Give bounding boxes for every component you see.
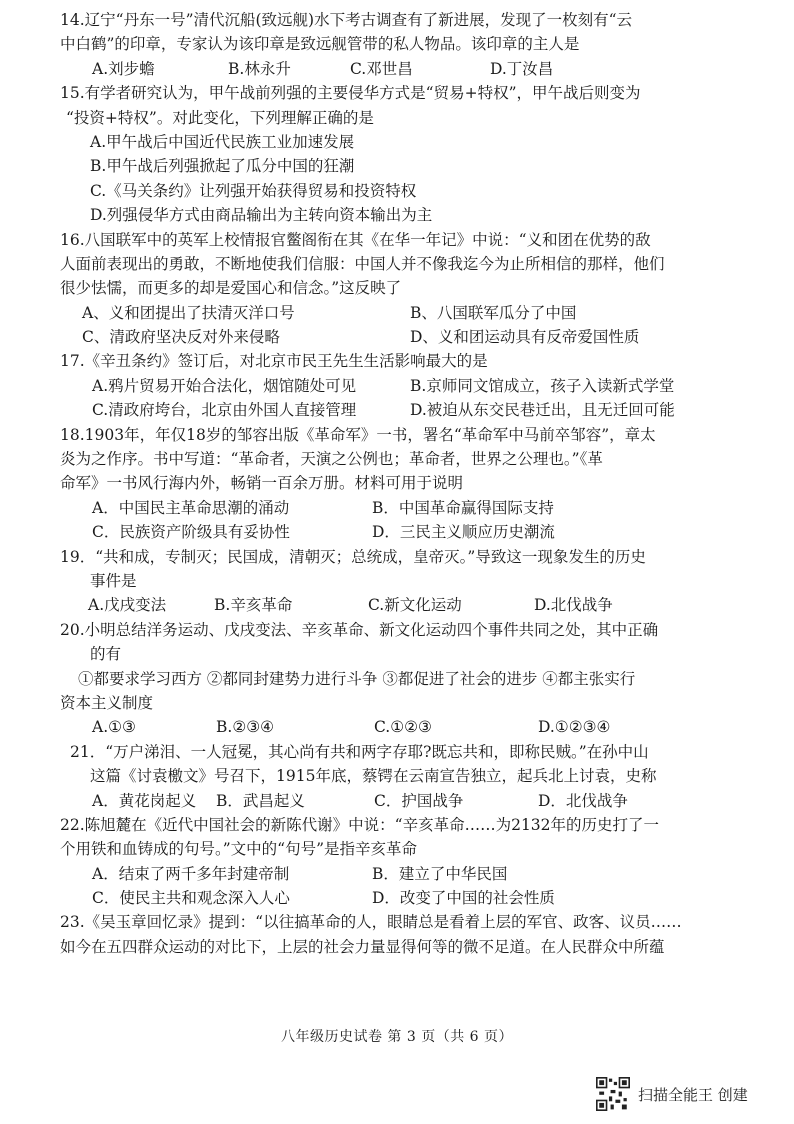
- q15-option-c: C.《马关条约》让列强开始获得贸易和投资特权: [90, 181, 417, 200]
- question-list: [60, 8, 750, 959]
- q20-option-b: B.②③④: [216, 718, 275, 737]
- q16-option-d: D、义和团运动具有反帝爱国性质: [410, 328, 640, 347]
- q22-stem-line-1: 22.陈旭麓在《近代中国社会的新陈代谢》中说：“辛亥革命……为2132年的历史打了一: [60, 815, 660, 834]
- q22-options-row-1: [60, 862, 750, 886]
- q18-option-c: C．民族资产阶级具有妥协性: [92, 523, 290, 542]
- q19-option-b: B.辛亥革命: [214, 596, 293, 615]
- q14-option-d: D.丁汝昌: [490, 59, 554, 78]
- q21-stem-line-2: 这篇《讨袁檄文》号召下，1915年底，蔡锷在云南宣告独立，起兵北上讨袁，史称: [90, 767, 657, 786]
- q22-stem-line-2: 个用铁和血铸成的句号。”文中的“句号”是指辛亥革命: [60, 840, 418, 859]
- q23-stem-line-1: 23.《吴玉章回忆录》提到：“以往搞革命的人，眼睛总是看着上层的军官、政客、议员……: [60, 913, 682, 932]
- q22-options-row-2: [60, 886, 750, 910]
- q17-options-row-1: [60, 374, 750, 398]
- q20-statements: ①都要求学习西方 ②都同封建势力进行斗争 ③都促进了社会的进步 ④都主张实行: [78, 669, 636, 688]
- q14-stem-line-2: 中白鹤”的印章，专家认为该印章是致远舰管带的私人物品。该印章的主人是: [60, 35, 580, 54]
- q17-options-row-2: [60, 398, 750, 422]
- q16-option-a: A、义和团提出了扶清灭洋口号: [82, 303, 295, 322]
- q15-option-a: A.甲午战后中国近代民族工业加速发展: [90, 132, 355, 151]
- q19-option-a: A.戊戌变法: [88, 596, 167, 615]
- q19-option-d: D.北伐战争: [534, 596, 613, 615]
- q16-stem-line-1: 16.八国联军中的英军上校情报官鳖阁衔在其《在华一年记》中说：“义和团在优势的敌: [60, 230, 651, 249]
- q20-statements-cont: 资本主义制度: [60, 693, 154, 712]
- q20-stem-line-1: 20.小明总结洋务运动、戊戌变法、辛亥革命、新文化运动四个事件共同之处，其中正确: [60, 620, 659, 639]
- q14-options: [60, 57, 750, 81]
- q22-option-b: B．建立了中华民国: [372, 864, 508, 883]
- q18-option-a: A．中国民主革命思潮的涌动: [92, 498, 290, 517]
- q18-option-d: D．三民主义顺应历史潮流: [372, 523, 555, 542]
- q17-option-d: D.被迫从东交民巷迁出，且无迁回可能: [410, 401, 675, 420]
- q18-options-row-2: [60, 520, 750, 544]
- q22-option-a: A．结束了两千多年封建帝制: [92, 864, 290, 883]
- q19-stem-line-2: 事件是: [90, 571, 137, 590]
- q18-stem-line-2: 炎为之作序。书中写道：“革命者，天演之公例也；革命者，世界之公理也。”《革: [60, 450, 603, 469]
- q17-option-a: A.鸦片贸易开始合法化，烟馆随处可见: [92, 376, 357, 395]
- scanner-app-label: 扫描全能王 创建: [638, 1085, 748, 1104]
- q19-options: [60, 593, 750, 617]
- q23-stem-line-2: 如今在五四群众运动的对比下，上层的社会力量显得何等的微不足道。在人民群众中所蕴: [60, 937, 665, 956]
- q17-stem: 17.《辛丑条约》签订后，对北京市民王先生生活影响最大的是: [60, 352, 488, 371]
- q15-option-d: D.列强侵华方式由商品输出为主转向资本输出为主: [90, 206, 433, 225]
- q18-option-b: B．中国革命赢得国际支持: [372, 498, 554, 517]
- q20-option-a: A.①③: [92, 718, 136, 737]
- q17-option-b: B.京师同文馆成立，孩子入读新式学堂: [410, 376, 675, 395]
- q15-stem-line-2: “投资+特权”。对此变化，下列理解正确的是: [66, 108, 374, 127]
- q16-options-row-1: [60, 301, 750, 325]
- q21-option-b: B．武昌起义: [216, 791, 305, 810]
- q21-option-d: D．北伐战争: [538, 791, 628, 810]
- q22-option-c: C．使民主共和观念深入人心: [92, 889, 290, 908]
- q14-option-c: C.邓世昌: [350, 59, 413, 78]
- q16-option-b: B、八国联军瓜分了中国: [410, 303, 577, 322]
- q19-option-c: C.新文化运动: [368, 596, 462, 615]
- q18-options-row-1: [60, 496, 750, 520]
- q22-option-d: D．改变了中国的社会性质: [372, 889, 555, 908]
- q16-stem-line-3: 很少怯懦，而更多的却是爱国心和信念。”这反映了: [60, 279, 402, 298]
- q16-options-row-2: [60, 325, 750, 349]
- q15-option-b: B.甲午战后列强掀起了瓜分中国的狂潮: [90, 157, 355, 176]
- q14-option-a: A.刘步蟾: [92, 59, 155, 78]
- q19-stem-line-1: 19．“共和成，专制灭；民国成，清朝灭；总统成，皇帝灭。”导致这一现象发生的历史: [60, 547, 646, 566]
- q21-option-a: A．黄花岗起义: [92, 791, 197, 810]
- qr-code-icon: [596, 1077, 630, 1111]
- q20-option-c: C.①②③: [374, 718, 432, 737]
- q14-option-b: B.林永升: [228, 59, 291, 78]
- q20-options: [60, 715, 750, 739]
- q21-options: [60, 789, 750, 813]
- q20-option-d: D.①②③④: [538, 718, 611, 737]
- q18-stem-line-3: 命军》一书风行海内外，畅销一百余万册。材料可用于说明: [60, 474, 464, 493]
- q17-option-c: C.清政府垮台，北京由外国人直接管理: [92, 401, 357, 420]
- q16-option-c: C、清政府坚决反对外来侵略: [82, 328, 280, 347]
- q20-stem-line-2: 的有: [90, 645, 122, 664]
- q21-stem-line-1: 21．“万户涕泪、一人冠冕，其心尚有共和两字存耶?既忘共和，即称民贼。”在孙中山: [70, 742, 649, 761]
- q16-stem-line-2: 人面前表现出的勇敢，不断地使我们信服：中国人并不像我迄今为止所相信的那样，他们: [60, 254, 665, 273]
- page-footer: 八年级历史试卷 第 3 页（共 6 页）: [280, 1029, 514, 1045]
- scanner-watermark: [596, 1076, 748, 1112]
- q18-stem-line-1: 18.1903年，年仅18岁的邹容出版《革命军》一书，署名“革命军中马前卒邹容”，章太: [60, 425, 656, 444]
- q21-option-c: C．护国战争: [374, 791, 464, 810]
- q14-stem-line-1: 14.辽宁“丹东一号”清代沉船(致远舰)水下考古调查有了新进展，发现了一枚刻有“云: [60, 11, 633, 29]
- q15-stem-line-1: 15.有学者研究认为，甲午战前列强的主要侵华方式是“贸易+特权”，甲午战后则变为: [60, 84, 641, 103]
